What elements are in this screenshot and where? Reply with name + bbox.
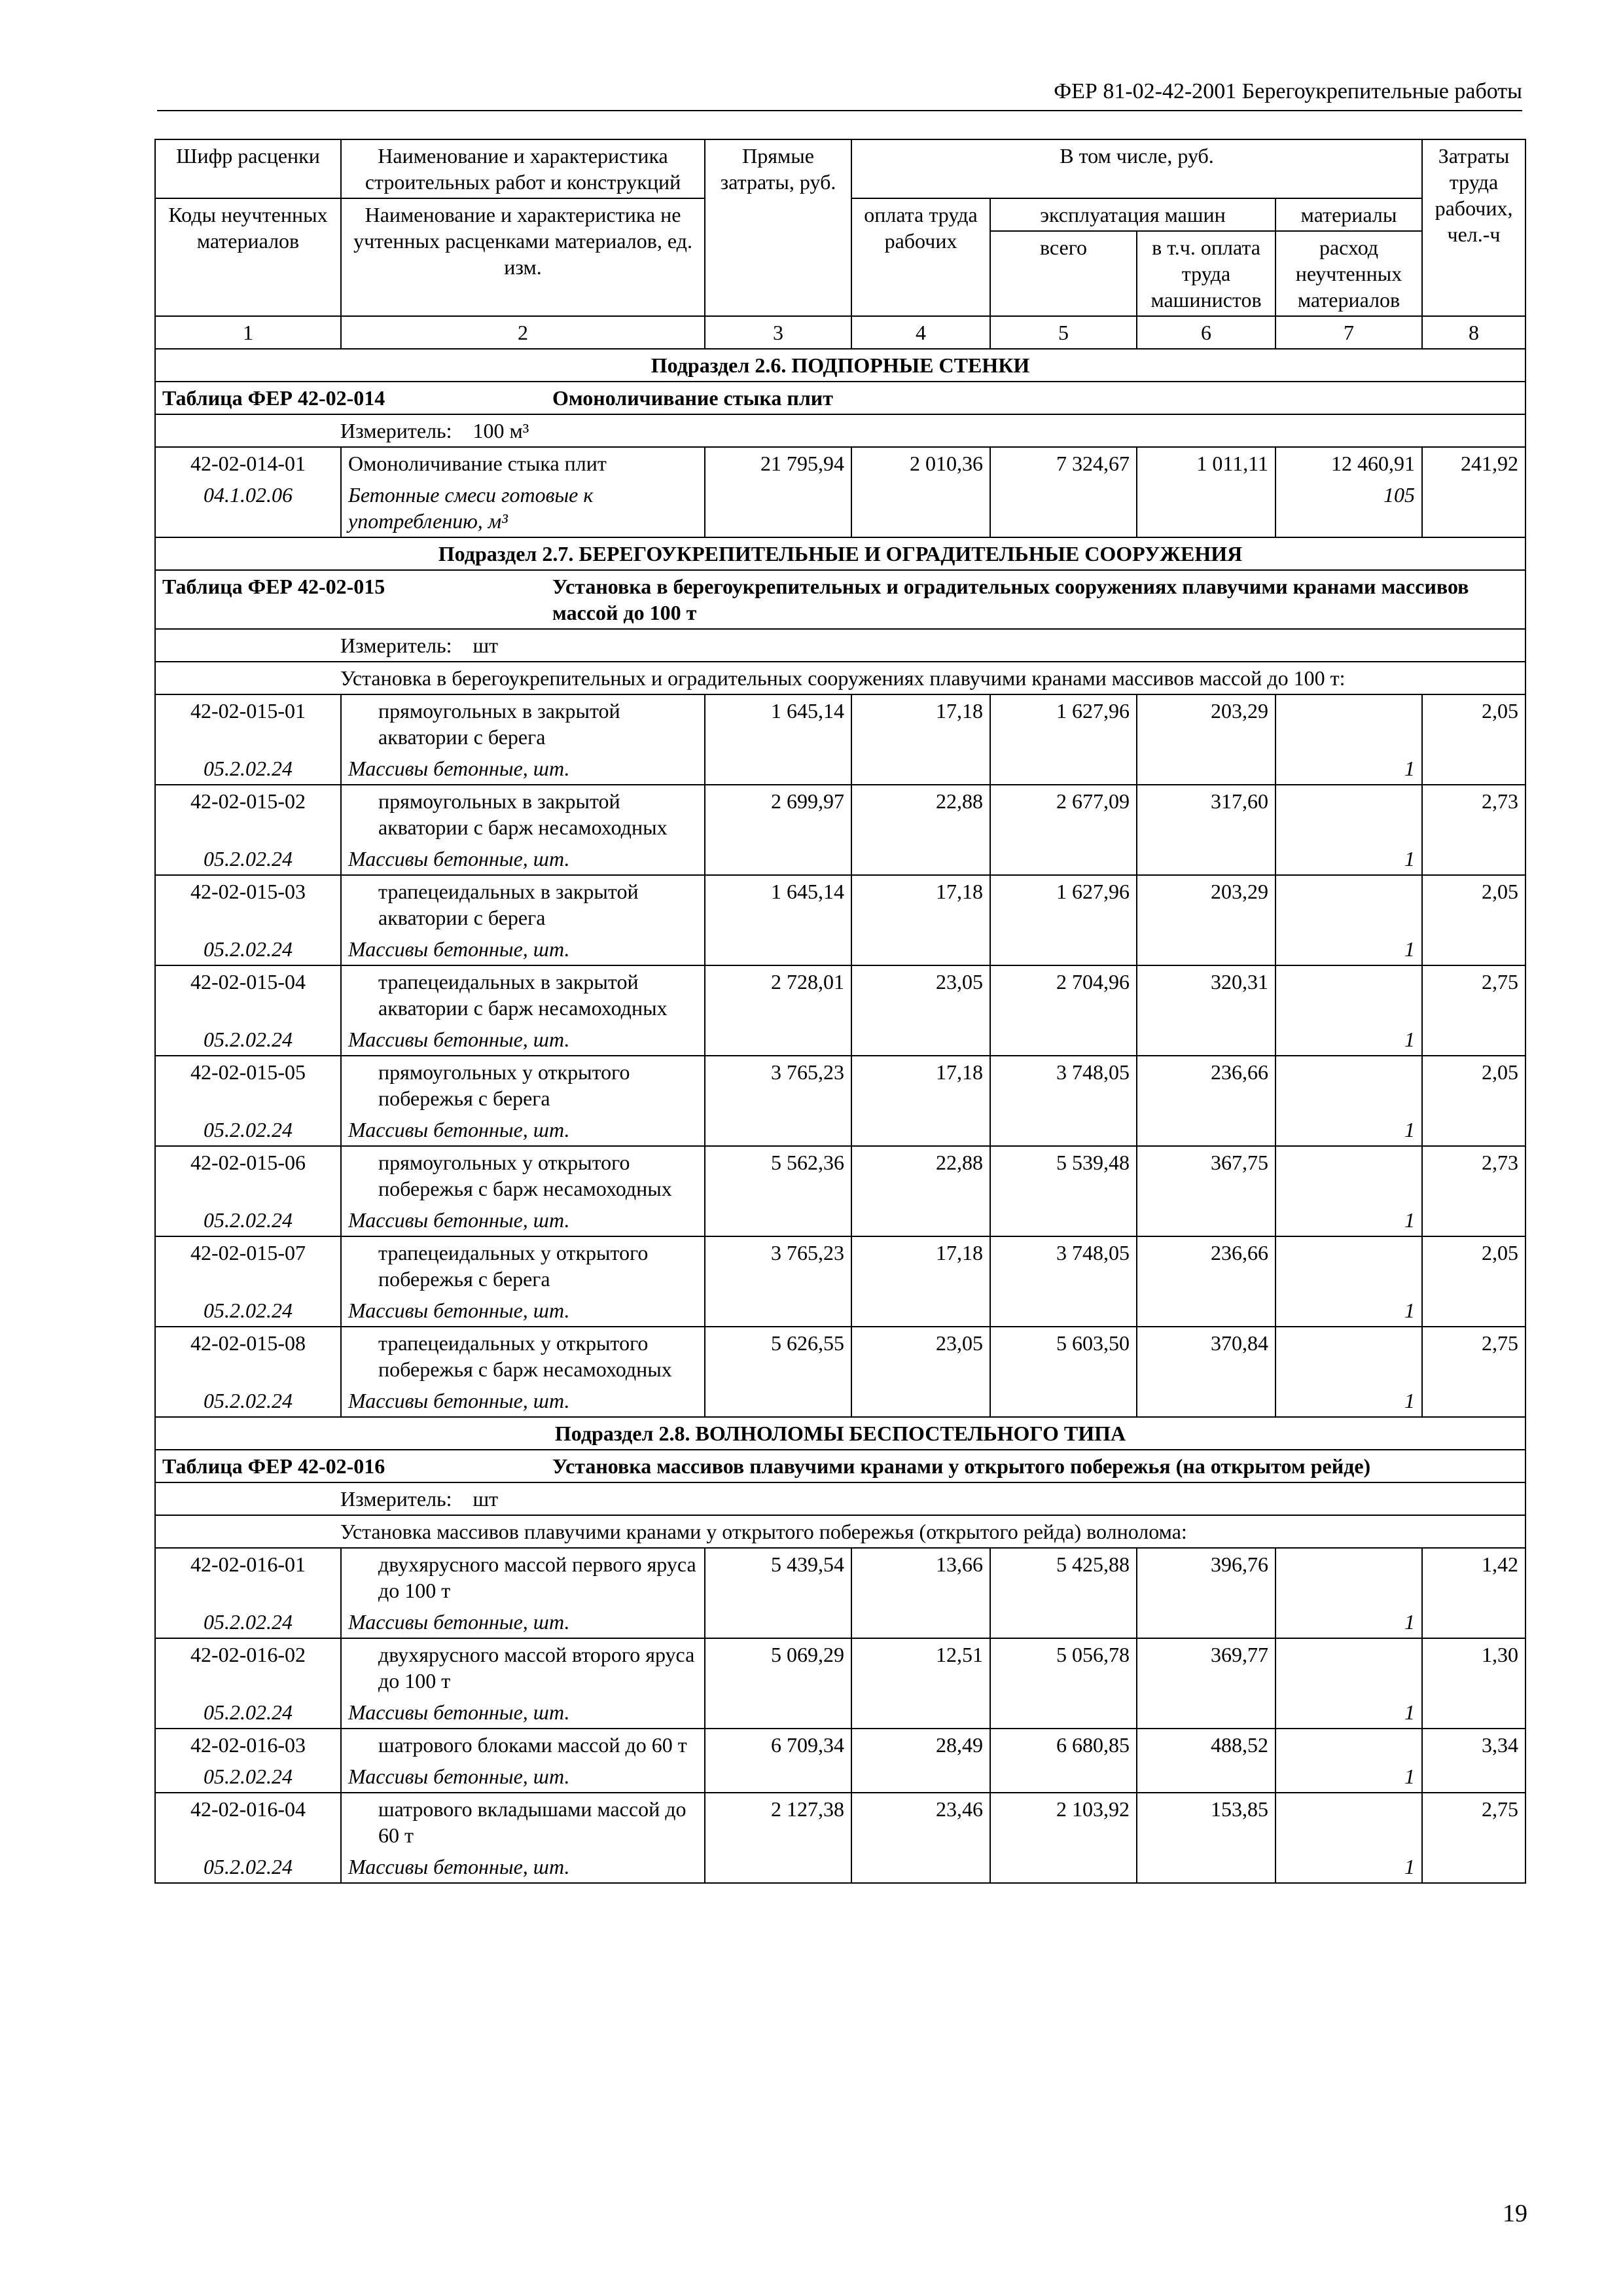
meter-label: Измеритель:	[340, 419, 452, 442]
materials-cost	[1275, 875, 1422, 933]
labor-cost: 1,30	[1422, 1638, 1525, 1729]
machines-total: 6 680,85	[990, 1729, 1137, 1793]
material-qty: 1	[1275, 753, 1422, 785]
operator-wages: 488,52	[1137, 1729, 1275, 1793]
rate-name: трапецеидальных у открытого побережья с берега	[341, 1236, 705, 1295]
meter-row	[155, 1482, 1525, 1515]
table-code: Таблица ФЕР 42-02-014	[162, 386, 385, 410]
meter	[155, 629, 1525, 662]
material-qty: 1	[1275, 1114, 1422, 1146]
rate-name: трапецеидальных в закрытой акватории с барж несамоходных	[341, 965, 705, 1024]
rate-name: шатрового блоками массой до 60 т	[341, 1729, 705, 1761]
material-code: 05.2.02.24	[155, 1204, 341, 1236]
materials-cost	[1275, 965, 1422, 1024]
worker-wages: 17,18	[851, 1056, 990, 1146]
operator-wages: 203,29	[1137, 875, 1275, 965]
intro-text: Установка в берегоукрепительных и оградительных сооружениях плавучими кранами массивов массой до 100 т:	[340, 666, 1346, 690]
worker-wages: 12,51	[851, 1638, 990, 1729]
worker-wages: 2 010,36	[851, 447, 990, 537]
direct-cost: 5 069,29	[705, 1638, 851, 1729]
table-title-row	[155, 1450, 1525, 1482]
worker-wages: 17,18	[851, 694, 990, 785]
machines-total: 5 425,88	[990, 1548, 1137, 1638]
material-qty: 105	[1275, 479, 1422, 537]
column-index: 7	[1275, 316, 1422, 349]
rate-code: 42-02-015-04	[155, 965, 341, 1024]
meter-value: шт	[473, 1487, 499, 1511]
materials-cost: 12 460,91	[1275, 447, 1422, 479]
direct-cost: 2 728,01	[705, 965, 851, 1056]
machines-total: 2 704,96	[990, 965, 1137, 1056]
page-number: 19	[1503, 2200, 1527, 2227]
operator-wages: 369,77	[1137, 1638, 1275, 1729]
materials-cost	[1275, 1729, 1422, 1761]
col-material-name-header: Наименование и характеристика не учтенных расценками материалов, ед. изм.	[341, 198, 705, 316]
table-title	[155, 570, 1525, 629]
table-code: Таблица ФЕР 42-02-015	[162, 575, 385, 598]
column-index: 6	[1137, 316, 1275, 349]
material-qty: 1	[1275, 1204, 1422, 1236]
material-qty: 1	[1275, 1696, 1422, 1729]
labor-cost: 2,73	[1422, 785, 1525, 875]
material-qty: 1	[1275, 1295, 1422, 1327]
page-header	[157, 71, 1522, 111]
rate-row	[155, 1729, 1525, 1761]
rate-row	[155, 1548, 1525, 1606]
worker-wages: 22,88	[851, 1146, 990, 1236]
material-qty: 1	[1275, 1385, 1422, 1417]
materials-cost	[1275, 1236, 1422, 1295]
rate-row	[155, 694, 1525, 753]
labor-cost: 2,75	[1422, 1327, 1525, 1417]
material-name: Массивы бетонные, шт.	[341, 843, 705, 875]
col-code-header: Шифр расценки	[155, 139, 341, 198]
labor-cost: 2,75	[1422, 1793, 1525, 1883]
operator-wages: 1 011,11	[1137, 447, 1275, 537]
material-code: 05.2.02.24	[155, 1024, 341, 1056]
worker-wages: 23,46	[851, 1793, 990, 1883]
material-name: Массивы бетонные, шт.	[341, 753, 705, 785]
material-code: 04.1.02.06	[155, 479, 341, 537]
material-name: Массивы бетонные, шт.	[341, 933, 705, 965]
material-qty: 1	[1275, 1606, 1422, 1638]
material-code: 05.2.02.24	[155, 1696, 341, 1729]
rate-name: трапецеидальных у открытого побережья с барж несамоходных	[341, 1327, 705, 1385]
machines-total: 3 748,05	[990, 1236, 1137, 1327]
col-machines-total-header: всего	[990, 231, 1137, 316]
material-qty: 1	[1275, 1761, 1422, 1793]
material-code: 05.2.02.24	[155, 1761, 341, 1793]
rate-code: 42-02-015-05	[155, 1056, 341, 1114]
column-index: 8	[1422, 316, 1525, 349]
rate-code: 42-02-016-03	[155, 1729, 341, 1761]
rate-code: 42-02-015-03	[155, 875, 341, 933]
table-title	[155, 1450, 1525, 1482]
column-index-row	[155, 316, 1525, 349]
subsection-title: Подраздел 2.6. ПОДПОРНЫЕ СТЕНКИ	[155, 349, 1525, 382]
material-code: 05.2.02.24	[155, 933, 341, 965]
rate-row	[155, 1056, 1525, 1114]
machines-total: 5 603,50	[990, 1327, 1137, 1417]
rate-row	[155, 1146, 1525, 1204]
direct-cost: 6 709,34	[705, 1729, 851, 1793]
direct-cost: 5 439,54	[705, 1548, 851, 1638]
material-qty: 1	[1275, 1851, 1422, 1883]
rate-name: прямоугольных у открытого побережья с барж несамоходных	[341, 1146, 705, 1204]
machines-total: 5 539,48	[990, 1146, 1137, 1236]
rate-code: 42-02-016-02	[155, 1638, 341, 1696]
materials-cost	[1275, 1548, 1422, 1606]
worker-wages: 22,88	[851, 785, 990, 875]
table-name: Установка в берегоукрепительных и оградительных сооружениях плавучими кранами массивов массой до 100 т	[552, 575, 1469, 624]
header-row-1	[155, 139, 1525, 198]
subsection-title: Подраздел 2.7. БЕРЕГОУКРЕПИТЕЛЬНЫЕ И ОГРАДИТЕЛЬНЫЕ СООРУЖЕНИЯ	[155, 537, 1525, 570]
col-operators-header: в т.ч. оплата труда машинистов	[1137, 231, 1275, 316]
machines-total: 2 103,92	[990, 1793, 1137, 1883]
rate-row	[155, 1236, 1525, 1295]
direct-cost: 5 626,55	[705, 1327, 851, 1417]
operator-wages: 320,31	[1137, 965, 1275, 1056]
col-machines-header: эксплуатация машин	[990, 198, 1275, 231]
direct-cost: 2 699,97	[705, 785, 851, 875]
column-index: 2	[341, 316, 705, 349]
operator-wages: 203,29	[1137, 694, 1275, 785]
rate-name: прямоугольных у открытого побережья с берега	[341, 1056, 705, 1114]
rate-row	[155, 447, 1525, 479]
col-name-header: Наименование и характеристика строительных работ и конструкций	[341, 139, 705, 198]
rate-code: 42-02-015-02	[155, 785, 341, 843]
material-name: Массивы бетонные, шт.	[341, 1114, 705, 1146]
worker-wages: 13,66	[851, 1548, 990, 1638]
labor-cost: 2,05	[1422, 875, 1525, 965]
col-including-header: В том числе, руб.	[851, 139, 1422, 198]
table-code: Таблица ФЕР 42-02-016	[162, 1454, 385, 1478]
rate-code: 42-02-014-01	[155, 447, 341, 479]
rate-row	[155, 1327, 1525, 1385]
subsection-title-row	[155, 537, 1525, 570]
direct-cost: 1 645,14	[705, 875, 851, 965]
col-labor-header: Затраты труда рабочих, чел.-ч	[1422, 139, 1525, 316]
direct-cost: 21 795,94	[705, 447, 851, 537]
material-name: Массивы бетонные, шт.	[341, 1696, 705, 1729]
labor-cost: 2,05	[1422, 694, 1525, 785]
table-title	[155, 382, 1525, 414]
worker-wages: 23,05	[851, 965, 990, 1056]
rate-code: 42-02-015-06	[155, 1146, 341, 1204]
meter	[155, 1482, 1525, 1515]
worker-wages: 17,18	[851, 1236, 990, 1327]
material-name: Массивы бетонные, шт.	[341, 1204, 705, 1236]
meter-label: Измеритель:	[340, 1487, 452, 1511]
intro-row	[155, 662, 1525, 694]
operator-wages: 236,66	[1137, 1236, 1275, 1327]
column-index: 5	[990, 316, 1137, 349]
material-code: 05.2.02.24	[155, 1851, 341, 1883]
material-code: 05.2.02.24	[155, 1606, 341, 1638]
labor-cost: 2,73	[1422, 1146, 1525, 1236]
machines-total: 5 056,78	[990, 1638, 1137, 1729]
operator-wages: 370,84	[1137, 1327, 1275, 1417]
rate-row	[155, 965, 1525, 1024]
rate-name: прямоугольных в закрытой акватории с барж несамоходных	[341, 785, 705, 843]
rate-name: двухярусного массой первого яруса до 100 т	[341, 1548, 705, 1606]
labor-cost: 3,34	[1422, 1729, 1525, 1793]
rate-name: шатрового вкладышами массой до 60 т	[341, 1793, 705, 1851]
material-name: Массивы бетонные, шт.	[341, 1606, 705, 1638]
price-table	[154, 139, 1526, 1884]
material-qty: 1	[1275, 1024, 1422, 1056]
rate-code: 42-02-016-01	[155, 1548, 341, 1606]
labor-cost: 2,05	[1422, 1056, 1525, 1146]
rate-code: 42-02-016-04	[155, 1793, 341, 1851]
operator-wages: 367,75	[1137, 1146, 1275, 1236]
material-code: 05.2.02.24	[155, 753, 341, 785]
rate-row	[155, 1793, 1525, 1851]
meter-row	[155, 629, 1525, 662]
intro-row	[155, 1515, 1525, 1548]
col-materials-header: материалы	[1275, 198, 1422, 231]
material-name: Массивы бетонные, шт.	[341, 1295, 705, 1327]
intro-text: Установка массивов плавучими кранами у открытого побережья (открытого рейда) волнолома:	[340, 1520, 1187, 1543]
table-name: Установка массивов плавучими кранами у открытого побережья (на открытом рейде)	[552, 1454, 1371, 1478]
col-materials-sub-header: расход неучтенных материалов	[1275, 231, 1422, 316]
material-qty: 1	[1275, 843, 1422, 875]
subsection-title-row	[155, 349, 1525, 382]
operator-wages: 317,60	[1137, 785, 1275, 875]
direct-cost: 2 127,38	[705, 1793, 851, 1883]
material-code: 05.2.02.24	[155, 843, 341, 875]
materials-cost	[1275, 1327, 1422, 1385]
table-title-row	[155, 570, 1525, 629]
operator-wages: 236,66	[1137, 1056, 1275, 1146]
machines-total: 2 677,09	[990, 785, 1137, 875]
material-code: 05.2.02.24	[155, 1295, 341, 1327]
direct-cost: 5 562,36	[705, 1146, 851, 1236]
rate-code: 42-02-015-01	[155, 694, 341, 753]
meter	[155, 414, 1525, 447]
worker-wages: 28,49	[851, 1729, 990, 1793]
rate-row	[155, 875, 1525, 933]
rate-code: 42-02-015-07	[155, 1236, 341, 1295]
intro	[155, 662, 1525, 694]
material-code: 05.2.02.24	[155, 1114, 341, 1146]
rate-name: двухярусного массой второго яруса до 100 т	[341, 1638, 705, 1696]
rate-code: 42-02-015-08	[155, 1327, 341, 1385]
operator-wages: 396,76	[1137, 1548, 1275, 1638]
materials-cost	[1275, 1793, 1422, 1851]
materials-cost	[1275, 1146, 1422, 1204]
meter-value: 100 м³	[473, 419, 529, 442]
labor-cost: 241,92	[1422, 447, 1525, 537]
machines-total: 1 627,96	[990, 875, 1137, 965]
intro	[155, 1515, 1525, 1548]
material-code: 05.2.02.24	[155, 1385, 341, 1417]
material-name: Массивы бетонные, шт.	[341, 1024, 705, 1056]
rate-row	[155, 785, 1525, 843]
rate-name: Омоноличивание стыка плит	[341, 447, 705, 479]
meter-value: шт	[473, 634, 499, 657]
col-direct-header: Прямые затраты, руб.	[705, 139, 851, 316]
rate-name: прямоугольных в закрытой акватории с берега	[341, 694, 705, 753]
materials-cost	[1275, 785, 1422, 843]
meter-row	[155, 414, 1525, 447]
operator-wages: 153,85	[1137, 1793, 1275, 1883]
machines-total: 1 627,96	[990, 694, 1137, 785]
machines-total: 3 748,05	[990, 1056, 1137, 1146]
material-name: Массивы бетонные, шт.	[341, 1761, 705, 1793]
direct-cost: 3 765,23	[705, 1056, 851, 1146]
direct-cost: 3 765,23	[705, 1236, 851, 1327]
column-index: 3	[705, 316, 851, 349]
material-name: Бетонные смеси готовые к употреблению, м³	[341, 479, 705, 537]
meter-label: Измеритель:	[340, 634, 452, 657]
subsection-title: Подраздел 2.8. ВОЛНОЛОМЫ БЕСПОСТЕЛЬНОГО ТИПА	[155, 1417, 1525, 1450]
subsection-title-row	[155, 1417, 1525, 1450]
material-name: Массивы бетонные, шт.	[341, 1851, 705, 1883]
rate-row	[155, 1638, 1525, 1696]
materials-cost	[1275, 1056, 1422, 1114]
labor-cost: 1,42	[1422, 1548, 1525, 1638]
worker-wages: 23,05	[851, 1327, 990, 1417]
materials-cost	[1275, 1638, 1422, 1696]
labor-cost: 2,75	[1422, 965, 1525, 1056]
document-title: ФЕР 81-02-42-2001 Берегоукрепительные работы	[1054, 79, 1522, 103]
col-wages-header: оплата труда рабочих	[851, 198, 990, 316]
column-index: 1	[155, 316, 341, 349]
table-title-row	[155, 382, 1525, 414]
worker-wages: 17,18	[851, 875, 990, 965]
materials-cost	[1275, 694, 1422, 753]
col-material-code-header: Коды неучтенных материалов	[155, 198, 341, 316]
direct-cost: 1 645,14	[705, 694, 851, 785]
machines-total: 7 324,67	[990, 447, 1137, 537]
column-index: 4	[851, 316, 990, 349]
rate-name: трапецеидальных в закрытой акватории с берега	[341, 875, 705, 933]
table-name: Омоноличивание стыка плит	[552, 386, 833, 410]
labor-cost: 2,05	[1422, 1236, 1525, 1327]
material-name: Массивы бетонные, шт.	[341, 1385, 705, 1417]
material-qty: 1	[1275, 933, 1422, 965]
